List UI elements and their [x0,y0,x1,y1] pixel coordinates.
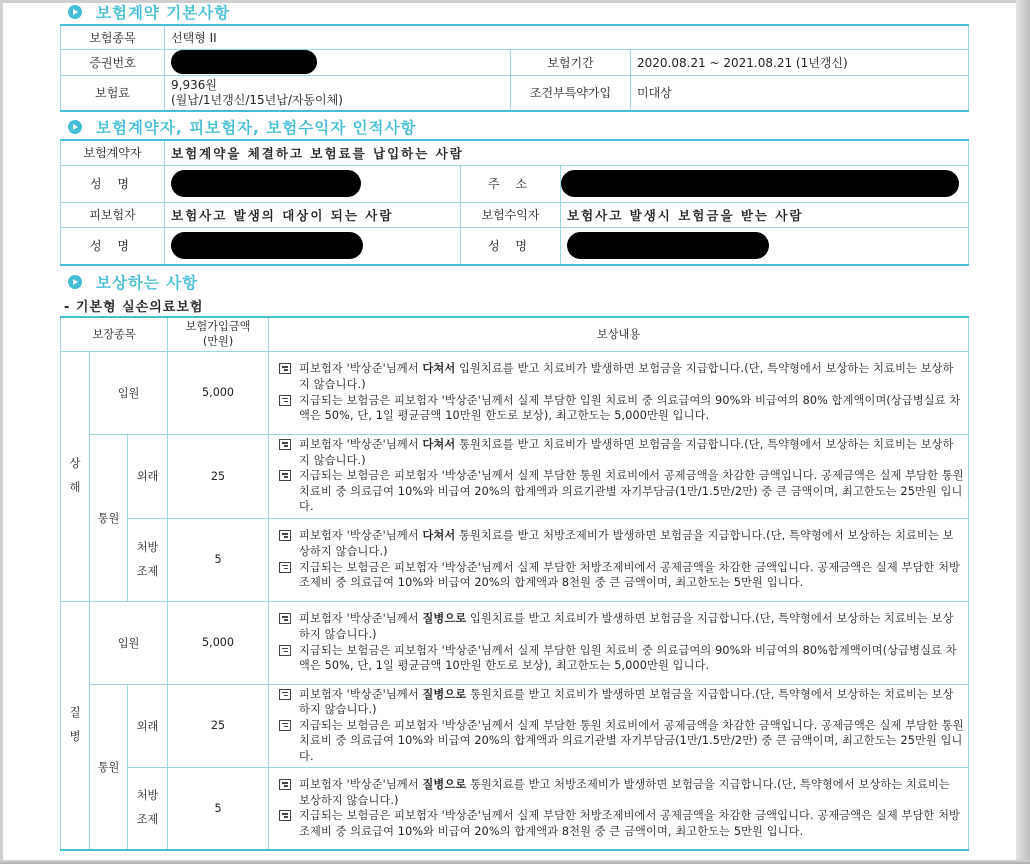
pointing-hand-icon [279,562,291,573]
premium-label: 보험료 [61,75,165,111]
content-emphasis: 질병으로 [422,612,467,626]
bullet-item [279,437,964,468]
header-coverage-item: 보장종목 [61,317,168,351]
amount-value: 5,000 [168,601,269,684]
amount-value: 25 [168,684,269,767]
redacted-policy-number [171,50,317,74]
insurance-type-label: 보험종목 [61,25,165,49]
coverage-content [269,601,969,684]
table-row [61,684,969,767]
bullet-item [279,528,964,559]
content-emphasis: 다쳐서 [422,362,456,376]
policy-document [60,0,968,851]
content-text: 지급되는 보험금은 피보험자 '박상준'님께서 실제 부담한 처방조제비에서 공제금액을 차감한 금액입니다. 공제금액은 실제 부담한 처방조제비 중 의료급여 10%와 비급여 20%의 합계액과 8천원 중 큰 금액이며, 최고한도는 5만원 입니다. [299,560,961,590]
window-frame-bottom [0,860,1030,864]
bullet-item [279,393,964,424]
table-row [61,767,969,850]
bullet-item [279,361,964,392]
address-label: 주 소 [461,165,561,202]
pointing-hand-icon [279,720,291,731]
amount-value: 5 [168,518,269,601]
section-basic-header [60,0,968,24]
amount-value: 25 [168,434,269,518]
content-text: 입원치료를 받고 치료비가 발생하면 보험금을 지급합니다.(단, 특약형에서 보상하는 치료비는 보상하지 않습니다.) [299,362,954,391]
address-value [561,165,969,202]
pointing-hand-icon [279,530,291,541]
content-emphasis: 다쳐서 [422,438,456,452]
content-text: 통원치료를 받고 처방조제비가 발생하면 보험금을 지급합니다.(단, 특약형에서 보상하는 치료비는 보상하지 않습니다.) [299,778,950,807]
basic-info-table [60,24,969,112]
contractor-name-label: 성 명 [61,165,165,202]
contractor-label: 보험계약자 [61,140,165,165]
circle-arrow-icon [68,120,82,134]
window-frame-left [0,0,3,864]
beneficiary-name-value [561,227,969,265]
pointing-hand-icon [279,363,291,374]
redacted-contractor-name [171,170,361,197]
bullet-item [279,560,964,591]
pointing-hand-icon [279,779,291,790]
circle-arrow-icon [68,275,82,289]
header-amount-line1: 보험가입금액 [185,320,251,334]
category-illness [61,601,90,850]
outpatient-label: 통원 [90,684,128,850]
table-row [61,351,969,434]
insured-name-label: 성 명 [61,227,165,265]
redacted-insured-name [171,232,363,259]
outpatient-visit-label: 외래 [128,684,168,767]
content-text: 지급되는 보험금은 피보험자 '박상준'님께서 실제 부담한 처방조제비에서 공제금액을 차감한 금액입니다. 공제금액은 실제 부담한 처방조제비 중 의료급여 10%와 비급여 20%의 합계액과 8천원 중 큰 금액이며, 최고한도는 5만원 입니다. [299,809,961,838]
category-injury [61,351,90,601]
rider-value: 미대상 [631,75,969,111]
policy-number-value [165,49,511,75]
content-emphasis: 다쳐서 [422,529,456,543]
content-text: 피보험자 '박상준'님께서 [299,529,423,543]
content-text: 피보험자 '박상준'님께서 [299,687,423,701]
section-parties-header [60,115,968,139]
pointing-hand-icon [279,810,291,821]
pointing-hand-icon [279,395,291,406]
content-text: 피보험자 '박상준'님께서 [299,438,423,452]
amount-value: 5,000 [168,351,269,434]
content-text: 피보험자 '박상준'님께서 [299,778,423,792]
content-text: 입원치료를 받고 치료비가 발생하면 보험금을 지급합니다.(단, 특약형에서 보상하는 치료비는 보상하지 않습니다.) [299,612,954,641]
pointing-hand-icon [279,613,291,624]
insured-desc: 보험사고 발생의 대상이 되는 사람 [165,202,461,227]
content-emphasis: 질병으로 [422,687,467,701]
coverage-content [269,351,969,434]
prescription-label-text: 처방 조제 [136,789,159,827]
header-amount [168,317,269,351]
coverage-content [269,767,969,850]
section-parties-title: 보험계약자, 피보험자, 보험수익자 인적사항 [96,119,417,137]
circle-arrow-icon [68,5,82,19]
window-frame-right [1016,0,1030,864]
redacted-beneficiary-name [567,232,769,259]
header-content: 보상내용 [269,317,969,351]
header-amount-line2: (만원) [202,335,234,349]
category-injury-label: 상 해 [69,457,81,494]
rider-label: 조건부특약가입 [511,75,631,111]
coverage-content [269,518,969,601]
pointing-hand-icon [279,689,291,700]
content-text: 지급되는 보험금은 피보험자 '박상준'님께서 실제 부담한 입원 치료비 중 의료급여의 90%와 비급여의 80% 합계액이며(상급병실료 차액은 50%, 단, 1일 평균금액 10만원 한도로 보상), 최고한도는 5,000만원 입니다. [299,393,961,423]
premium-value: 9,936원 [171,77,217,92]
content-emphasis: 질병으로 [422,778,467,792]
coverage-table [60,316,969,851]
insurance-type-value: 선택형 II [165,25,969,49]
bullet-item [279,718,964,765]
content-text: 피보험자 '박상준'님께서 [299,362,423,376]
content-text: 피보험자 '박상준'님께서 [299,612,423,626]
coverage-content [269,684,969,767]
content-text: 통원치료를 받고 치료비가 발생하면 보험금을 지급합니다.(단, 특약형에서 보상하는 치료비는 보상하지 않습니다.) [299,438,954,467]
table-row [61,518,969,601]
section-coverage-header [60,270,968,294]
content-text: 통원치료를 받고 처방조제비가 발생하면 보험금을 지급합니다.(단, 특약형에서 보상하는 치료비는 보상하지 않습니다.) [299,529,954,558]
amount-value: 5 [168,767,269,850]
beneficiary-desc: 보험사고 발생시 보험금을 받는 사람 [561,202,969,227]
prescription-label [128,518,168,601]
inpatient-label: 입원 [90,601,168,684]
bullet-item [279,687,964,718]
content-text: 지급되는 보험금은 피보험자 '박상준'님께서 실제 부담한 통원 치료비에서 공제금액을 차감한 금액입니다. 공제금액은 실제 부담한 통원 치료비 중 의료급여 10%와 비급여 20%의 합계액과 의료기관별 자기부담금(1만/1.5만/2만) 중 큰 금액이며, 최고한도는 25만원 입니다. [299,718,964,763]
content-text: 통원치료를 받고 치료비가 발생하면 보험금을 지급합니다.(단, 특약형에서 보상하는 치료비는 보상하지 않습니다.) [299,687,954,717]
bullet-item [279,777,964,808]
parties-table [60,139,969,266]
policy-number-label: 증권번호 [61,49,165,75]
pointing-hand-icon [279,439,291,450]
period-value: 2020.08.21 ~ 2021.08.21 (1년갱신) [631,49,969,75]
prescription-label-text: 처방 조제 [136,540,159,578]
coverage-subtitle: - 기본형 실손의료보험 [64,299,204,315]
redacted-address [561,170,959,197]
section-basic-title: 보험계약 기본사항 [96,4,231,22]
beneficiary-label: 보험수익자 [461,202,561,227]
pointing-hand-icon [279,470,291,481]
bullet-item [279,468,964,515]
pointing-hand-icon [279,645,291,656]
outpatient-label: 통원 [90,434,128,601]
insured-name-value [165,227,461,265]
outpatient-visit-label: 외래 [128,434,168,518]
prescription-label [128,767,168,850]
bullet-item [279,643,964,674]
contractor-desc: 보험계약을 체결하고 보험료를 납입하는 사람 [165,140,969,165]
table-row [61,601,969,684]
content-text: 지급되는 보험금은 피보험자 '박상준'님께서 실제 부담한 통원 치료비에서 공제금액을 차감한 금액입니다. 공제금액은 실제 부담한 통원 치료비 중 의료급여 10%와 비급여 20%의 합계액과 의료기관별 자기부담금(1만/1.5만/2만) 중 큰 금액이며, 최고한도는 25만원 입니다. [299,469,964,514]
category-illness-label: 질 병 [69,706,81,744]
premium-cell [165,75,511,111]
coverage-content [269,434,969,518]
inpatient-label: 입원 [90,351,168,434]
contractor-name-value [165,165,461,202]
beneficiary-name-label: 성 명 [461,227,561,265]
table-row [61,434,969,518]
premium-detail: (월납/1년갱신/15년납/자동이체) [171,92,343,107]
bullet-item [279,808,964,839]
period-label: 보험기간 [511,49,631,75]
insured-label: 피보험자 [61,202,165,227]
content-text: 지급되는 보험금은 피보험자 '박상준'님께서 실제 부담한 입원 치료비 중 의료급여의 90%와 비급여의 80%합계액이며(상급병실료 차액은 50%, 단, 1일 평균금액 10만원 한도로 보상), 최고한도는 5,000만원 입니다. [299,643,957,673]
bullet-item [279,611,964,642]
section-coverage-title: 보상하는 사항 [96,274,199,292]
